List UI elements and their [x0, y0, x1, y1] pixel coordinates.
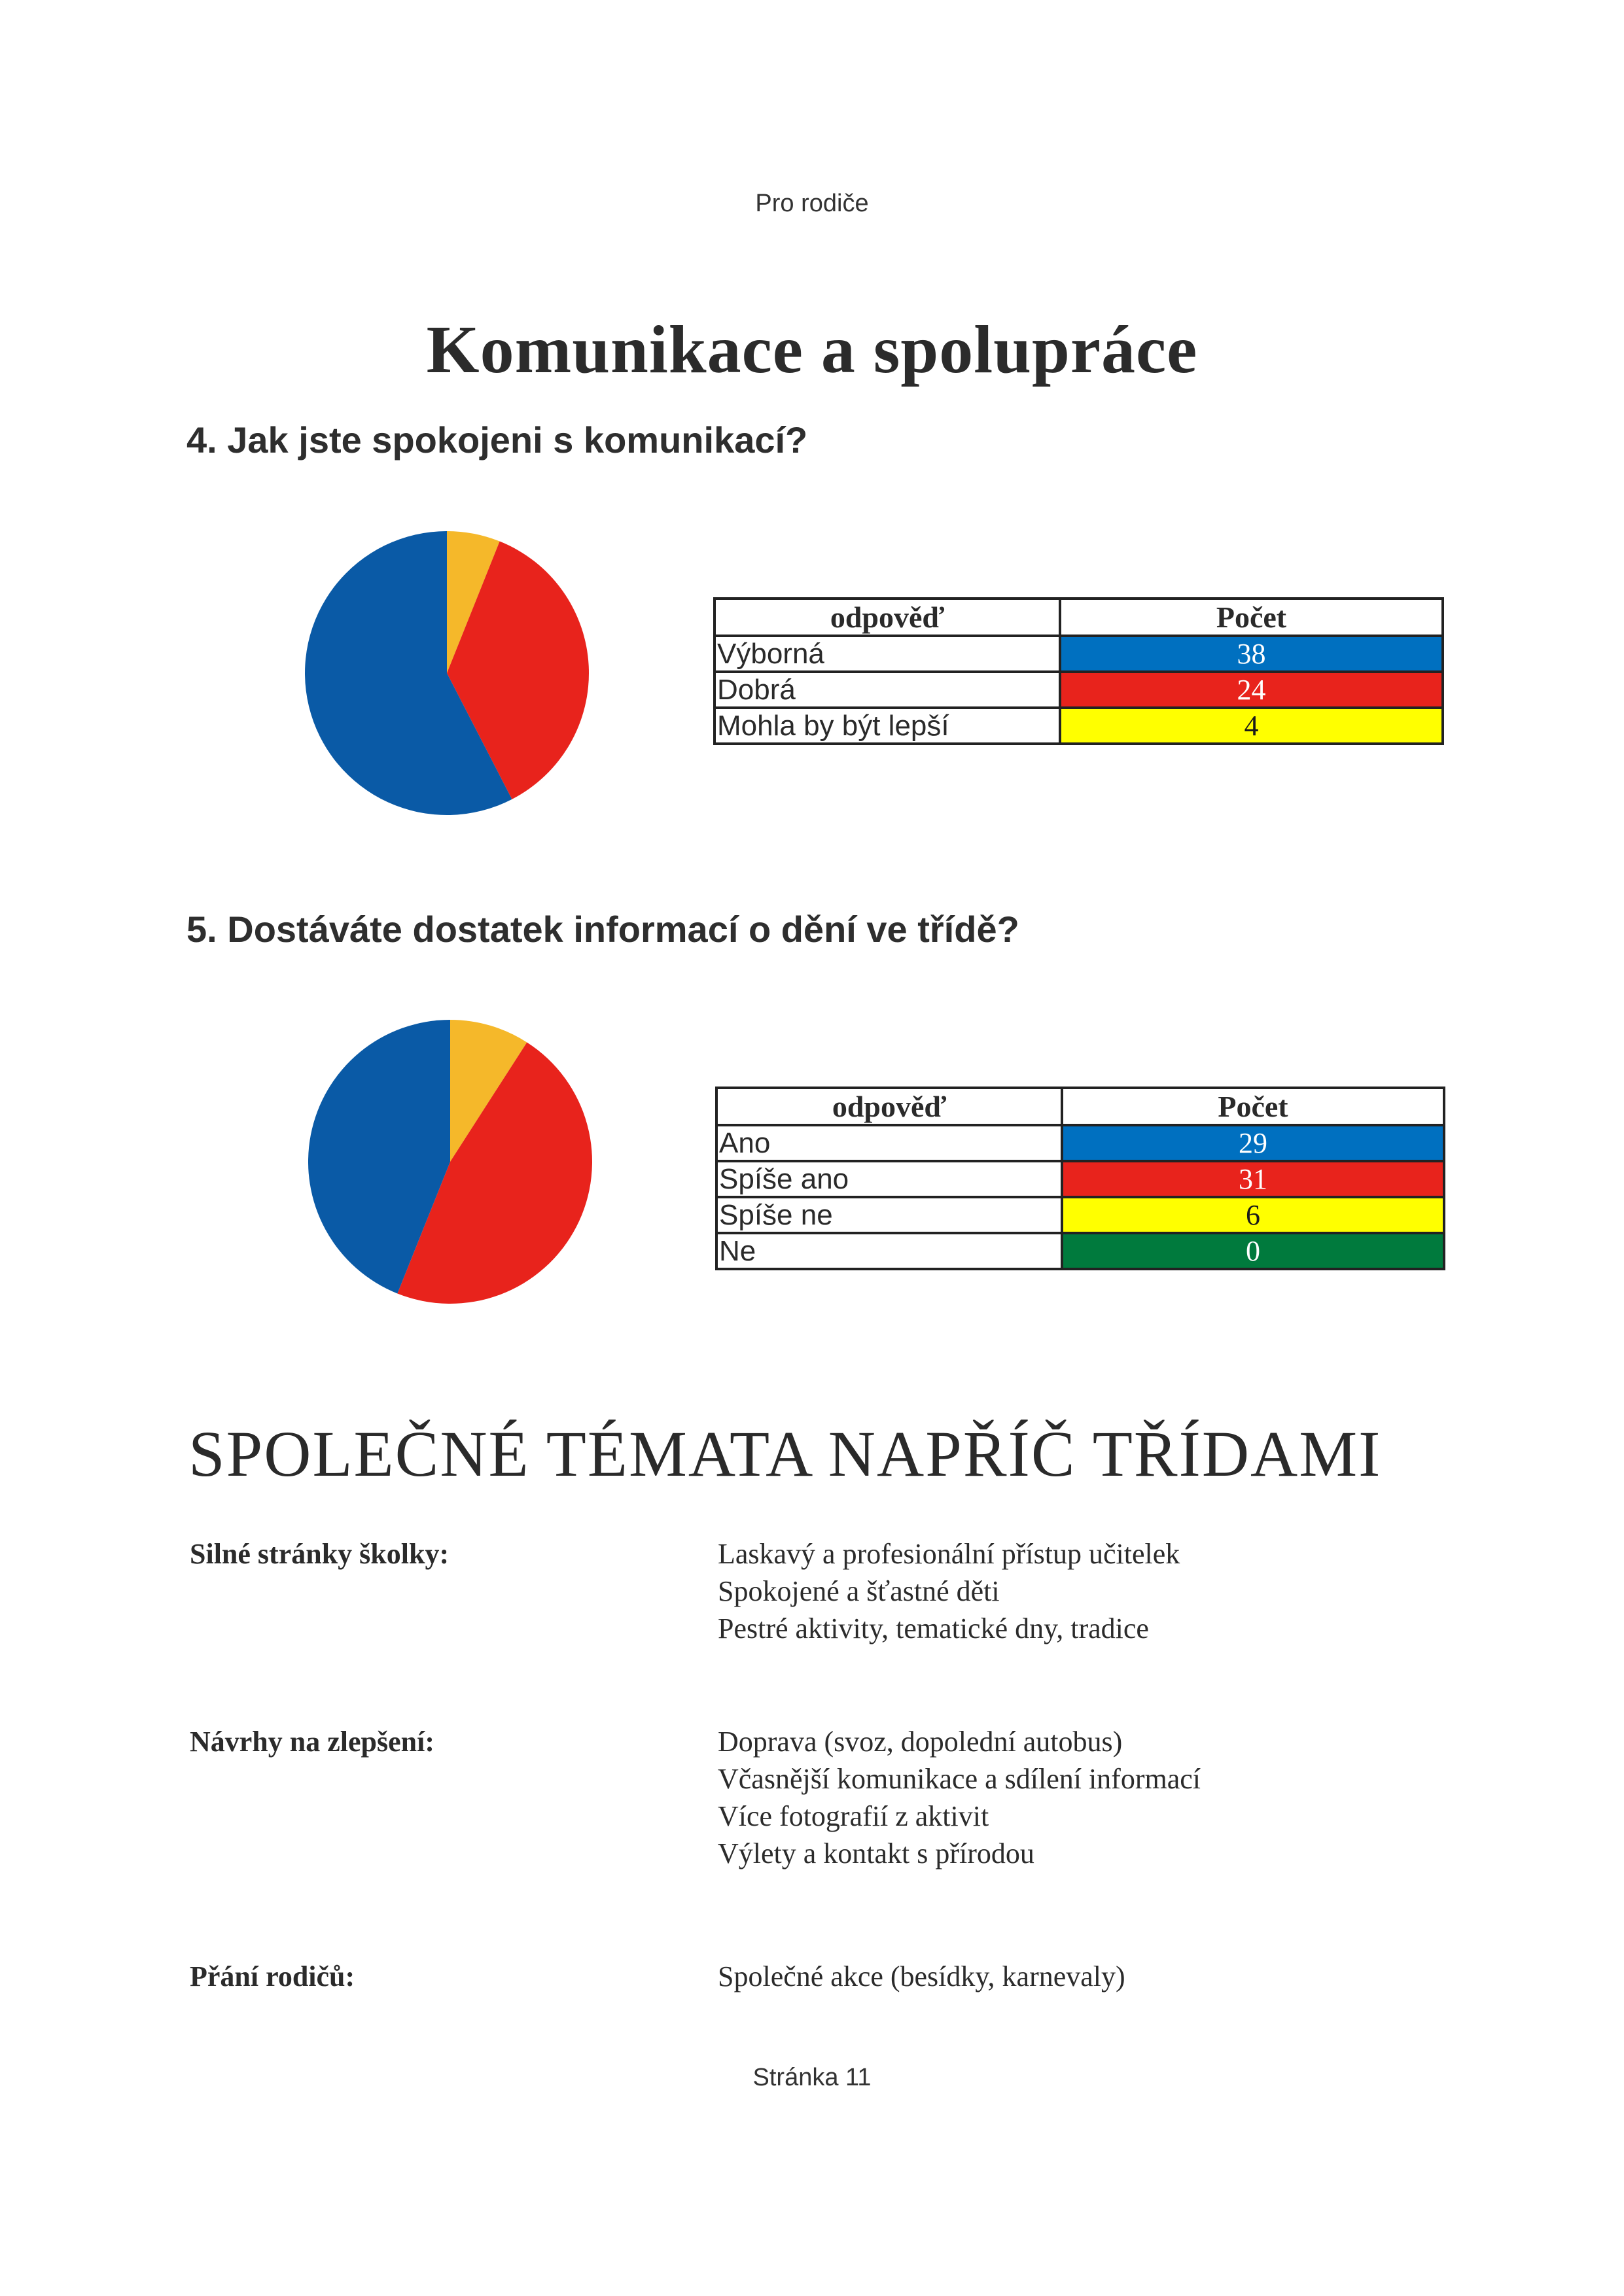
theme-items-wishes	[718, 1958, 1125, 1995]
theme-item: Spokojené a šťastné děti	[718, 1575, 1000, 1607]
table-row	[715, 708, 1443, 744]
response-table-communication	[713, 597, 1444, 745]
theme-item: Pestré aktivity, tematické dny, tradice	[718, 1612, 1149, 1644]
answer-label: Spíše ne	[716, 1197, 1062, 1233]
theme-item: Společné akce (besídky, karnevaly)	[718, 1960, 1125, 1992]
theme-item: Výlety a kontakt s přírodou	[718, 1837, 1034, 1870]
table-body	[716, 1125, 1444, 1269]
theme-item: Doprava (svoz, dopolední autobus)	[718, 1726, 1123, 1758]
page-footer: Stránka 11	[752, 2064, 872, 2091]
column-header-answer: odpověď	[715, 599, 1060, 636]
theme-label-improvements: Návrhy na zlepšení:	[190, 1726, 434, 1758]
table-row	[715, 672, 1443, 708]
answer-count: 31	[1062, 1161, 1444, 1197]
table-header-row	[716, 1088, 1444, 1125]
column-header-count: Počet	[1062, 1088, 1444, 1125]
table-row	[716, 1125, 1444, 1161]
table-row	[716, 1233, 1444, 1269]
answer-label: Výborná	[715, 636, 1060, 672]
theme-label-wishes: Přání rodičů:	[190, 1960, 355, 1992]
theme-label-strengths: Silné stránky školky:	[190, 1538, 450, 1570]
table-header-row	[715, 599, 1443, 636]
question-4-heading: 4. Jak jste spokojeni s komunikací?	[186, 419, 808, 461]
theme-item: Laskavý a profesionální přístup učitelek	[718, 1538, 1180, 1570]
answer-count: 0	[1062, 1233, 1444, 1269]
response-table-information	[715, 1087, 1445, 1270]
table-row	[715, 636, 1443, 672]
answer-count: 24	[1060, 672, 1443, 708]
answer-label: Ano	[716, 1125, 1062, 1161]
answer-label: Spíše ano	[716, 1161, 1062, 1197]
answer-label: Ne	[716, 1233, 1062, 1269]
answer-count: 38	[1060, 636, 1443, 672]
question-5-heading: 5. Dostáváte dostatek informací o dění ve třídě?	[186, 909, 1019, 950]
column-header-count: Počet	[1060, 599, 1443, 636]
table-body	[715, 636, 1443, 744]
answer-count: 29	[1062, 1125, 1444, 1161]
pie-chart-communication	[302, 529, 591, 818]
themes-heading: SPOLEČNÉ TÉMATA NAPŘÍČ TŘÍDAMI	[188, 1418, 1382, 1490]
page-header: Pro rodiče	[755, 190, 869, 217]
theme-items-improvements	[718, 1723, 1201, 1872]
theme-items-strengths	[718, 1535, 1180, 1647]
pie-chart-information	[306, 1017, 595, 1306]
answer-label: Mohla by být lepší	[715, 708, 1060, 744]
page-title: Komunikace a spolupráce	[426, 312, 1198, 387]
answer-count: 6	[1062, 1197, 1444, 1233]
column-header-answer: odpověď	[716, 1088, 1062, 1125]
answer-label: Dobrá	[715, 672, 1060, 708]
theme-item: Včasnější komunikace a sdílení informací	[718, 1763, 1201, 1795]
theme-item: Více fotografií z aktivit	[718, 1800, 989, 1832]
table-row	[716, 1161, 1444, 1197]
answer-count: 4	[1060, 708, 1443, 744]
table-row	[716, 1197, 1444, 1233]
